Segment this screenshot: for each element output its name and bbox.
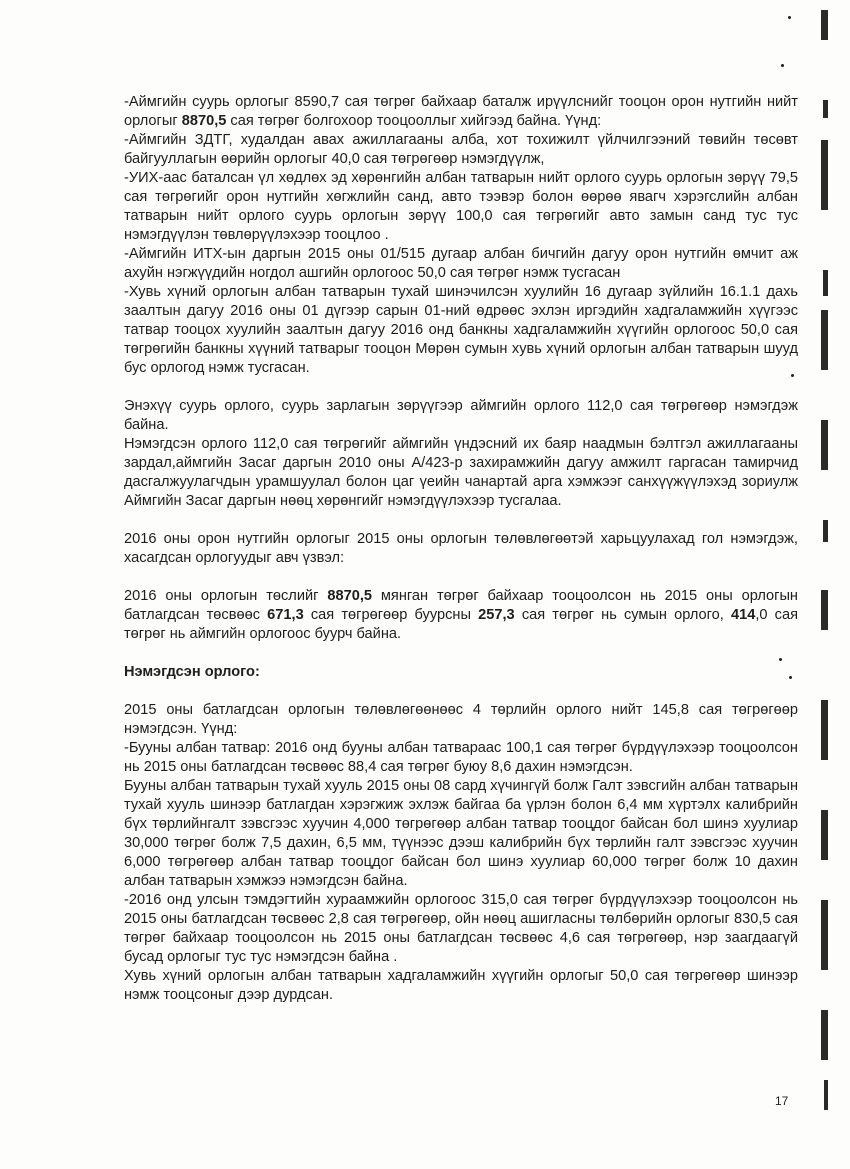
- scan-artifact: [823, 270, 828, 296]
- scan-artifact: [821, 140, 828, 210]
- paragraph: [124, 93, 798, 131]
- scan-artifact: [821, 420, 828, 470]
- paragraph-text: Хувь хүний орлогын албан татварын хадгаламжийн хүүгийн орлогыг 50,0 сая төгрөгөөр шинээр нэмж тооцсоныг дээр дурдсан.: [124, 968, 798, 1003]
- paragraph-text: сая төгрөг болгохоор тооцооллыг хийгээд байна. Үүнд:: [226, 113, 602, 129]
- paragraph-gap: [124, 644, 798, 663]
- scan-artifact: [821, 900, 828, 970]
- paragraph-text: Энэхүү суурь орлого, суурь зарлагын зөрүүгээр аймгийн орлого 112,0 сая төгрөгөөр нэмэгдэж байна.: [124, 398, 798, 433]
- scan-artifact: [824, 1080, 828, 1110]
- scan-speck: [791, 374, 794, 377]
- scan-artifact: [821, 700, 828, 760]
- scan-speck: [779, 658, 782, 661]
- paragraph-text: 2016 оны орон нутгийн орлогыг 2015 оны орлогын төлөвлөгөөтэй харьцуулахад гол нэмэгдэж, хасагдсан орлогуудыг авч үзвэл:: [124, 531, 798, 566]
- bold-figure: 8870,5: [327, 588, 372, 604]
- paragraph-text: -УИХ-аас баталсан үл хөдлөх эд хөрөнгийн албан татварын нийт орлого суурь орлогын зөрүү 79,5 сая төгрөгийг орон нутгийн хөгжлийн санд, авто тээвэр болон өөрөө явагч хэрэгслийн албан татварын нийт орлого суурь орлогын зөрүү 100,0 сая төгрөгийг авто замын санд тус тус нэмэгдүүлэн төвлөрүүлэхээр тооцлоо .: [124, 170, 798, 243]
- paragraph: [124, 530, 798, 568]
- paragraph: [124, 131, 798, 169]
- scan-artifact: [821, 810, 828, 860]
- document-body: [124, 93, 798, 1005]
- paragraph: [124, 967, 798, 1005]
- scan-speck: [788, 16, 791, 19]
- paragraph-text: 2016 оны орлогын төслийг: [124, 588, 328, 604]
- paragraph-text: -Аймгийн ЗДТГ, худалдан авах ажиллагааны алба, хот тохижилт үйлчилгээний төвийн төсөвт байгууллагын өөрийн орлогыг 40,0 сая төгрөгөөр нэмэгдүүлж,: [124, 132, 798, 167]
- paragraph-text: -Аймгийн ИТХ-ын даргын 2015 оны 01/515 дугаар албан бичгийн дагуу орон нутгийн өмчит аж ахуйн нэгжүүдийн ногдол ашгийн орлогоос 50,0 сая төгрөг нэмж тусгасан: [124, 246, 798, 281]
- paragraph-text: Нэмэгдсэн орлого 112,0 сая төгрөгийг аймгийн үндэсний их баяр наадмын бэлтгэл ажиллагааны зардал,аймгийн Засаг даргын 2010 оны А/423-р захирамжийн дагуу амжилт гаргасан тамирчид дасгалжуулагчдын урамшуулал болон цаг үеийн чанартай арга хэмжээг санхүүжүүлэхэд зориулж Аймгийн Засаг даргын нөөц хөрөнгийг нэмэгдүүлэхээр тусгалаа.: [124, 436, 798, 509]
- paragraph-text: -Бууны албан татвар: 2016 онд бууны албан татвараас 100,1 сая төгрөг бүрдүүлэхээр тооцоолсон нь 2015 оны батлагдсан төсвөөс 88,4 сая төгрөг буюу 8,6 дахин нэмэгдсэн.: [124, 740, 798, 775]
- paragraph: [124, 739, 798, 777]
- paragraph-text: сая төгрөг нь сумын орлого,: [514, 607, 731, 623]
- bold-figure: 671,3: [267, 607, 304, 623]
- paragraph: [124, 701, 798, 739]
- paragraph-text: -2016 онд улсын тэмдэгтийн хураамжийн орлогоос 315,0 сая төгрөг бүрдүүлэхээр тооцоолсон нь 2015 оны батлагдсан төсвөөс 2,8 сая төгрөгөөр, ойн нөөц ашигласны төлбөрийн орлогыг 830,5 сая төгрөг байхаар тооцоолсон нь 2015 оны батлагдсан төсвөөс 4,6 сая төгрөгөөр, нэр заагдаагүй бусад орлогыг тус тус нэмэгдсэн байна .: [124, 892, 798, 965]
- paragraph: [124, 397, 798, 435]
- paragraph-gap: [124, 511, 798, 530]
- paragraph-text: -Аймгийн суурь орлогыг 8590,7 сая төгрөг байхаар баталж ирүүлснийг тооцон орон нутгийн нийт орлогыг: [124, 94, 798, 129]
- page-number: 17: [775, 1094, 789, 1108]
- bold-figure: 257,3: [478, 607, 515, 623]
- scan-speck: [789, 676, 792, 679]
- scan-artifact: [823, 100, 828, 118]
- paragraph: [124, 891, 798, 967]
- section-heading: Нэмэгдсэн орлого:: [124, 664, 260, 680]
- scan-artifact: [821, 310, 828, 370]
- bold-figure: 414: [730, 607, 756, 623]
- paragraph-text: -Хувь хүний орлогын албан татварын тухай шинэчилсэн хуулийн 16 дугаар зүйлийн 16.1.1 дахь заалтын дагуу 2016 оны 01 дүгээр сарын 01-ний өдрөөс эхлэн иргэдийн хадгаламжийн хүүгээс татвар тооцох хуулийн заалтын дагуу 2016 онд банкны хадгаламжийн хүүгийн орлогоос 50,0 сая төгрөгийн банкны хүүний татварыг тооцон Мөрөн сумын хувь хүний орлогын албан татварын шууд бус орлогод нэмж тусгасан.: [124, 284, 798, 376]
- paragraph-gap: [124, 568, 798, 587]
- paragraph: [124, 169, 798, 245]
- paragraph: [124, 587, 798, 644]
- scan-artifact: [823, 520, 828, 542]
- paragraph-text: сая төгрөгөөр буурсны: [303, 607, 479, 623]
- paragraph: [124, 777, 798, 891]
- paragraph-gap: [124, 378, 798, 397]
- scan-artifact: [821, 1010, 828, 1060]
- paragraph: [124, 435, 798, 511]
- scan-artifact: [821, 10, 828, 40]
- scan-speck: [781, 64, 784, 67]
- paragraph-text: Бууны албан татварын тухай хууль 2015 оны 08 сард хүчингүй болж Галт зэвсгийн албан татварын тухай хууль шинээр батлагдан хэрэгжиж эхлэж байгаа ба үрлэн болон 6,4 мм хүртэлх калибрийн бүх төрлийнгалт зэвсгээс хуучин 4,000 төгрөгөөр албан татвар тооцдог байсан бол шинэ хуулиар 30,000 төгрөг болж 7,5 дахин, 6,5 мм, түүнээс дээш калибрийн бүх төрлийн галт зэвсгээс хуучин 6,000 төгрөгөөр албан татвар тооцдог байсан бол шинэ хуулиар 60,000 төгрөг болж 10 дахин албан татварын хэмжээ нэмэгдсэн байна.: [124, 778, 798, 889]
- paragraph-text: 2015 оны батлагдсан орлогын төлөвлөгөөнөөс 4 төрлийн орлого нийт 145,8 сая төгрөгөөр нэмэгдсэн. Үүнд:: [124, 702, 798, 737]
- bold-figure: 8870,5: [181, 113, 227, 129]
- paragraph-text: мянган төгрөг байхаар тооцоолсон нь 2015 оны орлогын батлагдсан төсвөөс: [124, 588, 798, 623]
- scan-artifact: [821, 590, 828, 630]
- paragraph: [124, 245, 798, 283]
- paragraph-gap: [124, 682, 798, 701]
- paragraph-text: ,0 сая төгрөг нь аймгийн орлогоос буурч байна.: [124, 607, 798, 642]
- paragraph: [124, 283, 798, 378]
